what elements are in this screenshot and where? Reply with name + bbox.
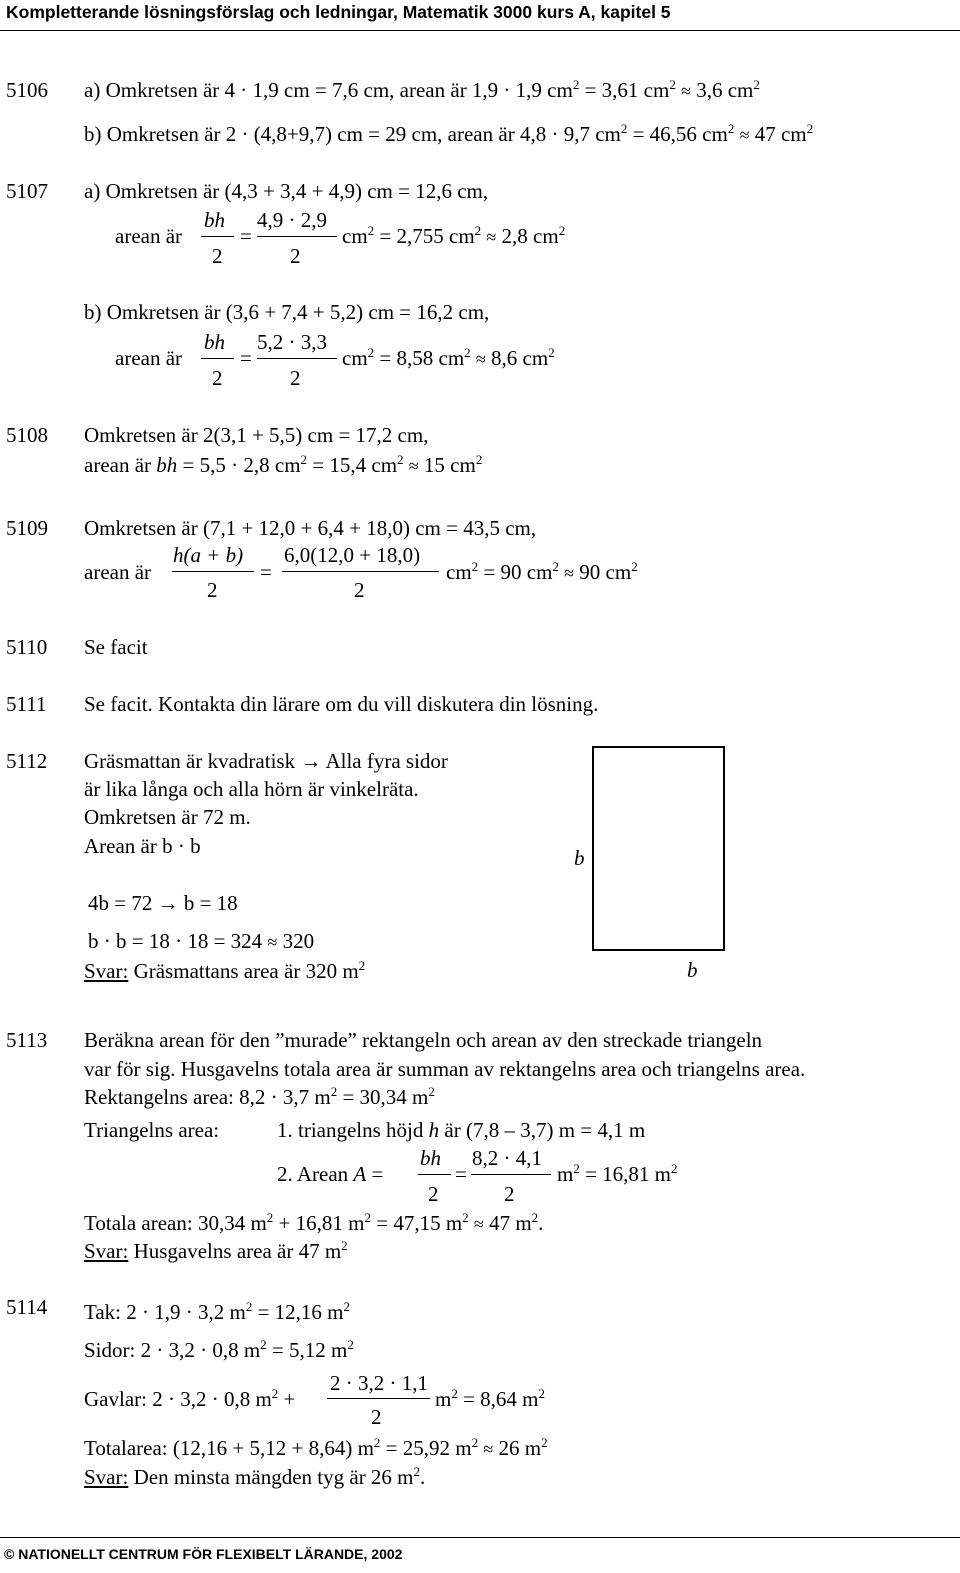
p5107-line-a: a) Omkretsen är (4,3 + 3,4 + 4,9) cm = 12,6 cm, (84, 179, 489, 203)
fraction-denominator: 2 (371, 1405, 382, 1429)
fraction-numerator: h(a + b) (173, 543, 244, 567)
p5112-line-4: Arean är b · b (84, 834, 201, 858)
p5112-answer: Svar: Gräsmattans area är 320 $m^2$ (84, 958, 366, 983)
fraction-line (471, 1174, 551, 1175)
p5106-line-b: b) Omkretsen är 2 · (4,8+9,7) cm = 29 cm, arean är 4,8 · 9,7 $cm^2 = 46,56$ $cm^2 \approx 47$ $cm^2$ (84, 121, 814, 146)
p5113-line-1: Beräkna arean för den ”murade” rektangeln och arean av den streckade triangeln (84, 1028, 763, 1052)
approx-sign: ≈ (473, 1214, 484, 1234)
p5110-text: Se facit (84, 635, 148, 659)
area-label: arean är (84, 560, 152, 584)
fraction-denominator: 2 (504, 1182, 515, 1206)
p5109-line-1: Omkretsen är (7,1 + 12,0 + 6,4 + 18,0) cm = 43,5 cm, (84, 516, 537, 540)
p5112-line-3: Omkretsen är 72 m. (84, 805, 251, 829)
p5113-tri-label: Triangelns area: (84, 1118, 220, 1142)
p5107-line-b: b) Omkretsen är (3,6 + 7,4 + 5,2) cm = 16,2 cm, (84, 300, 490, 324)
p5113-line-2: var för sig. Husgavelns totala area är summan av rektangelns area och triangelns area. (84, 1057, 806, 1081)
problem-number: 5106 (6, 78, 48, 102)
fraction-numerator: bh (204, 330, 225, 354)
p5107-a-result: $cm^2 = 2,755$ $cm^2 \approx 2,8$ $cm^2$ (342, 223, 566, 248)
area-label: arean är (115, 346, 183, 370)
fraction-line (201, 358, 234, 359)
arrow-icon: → (300, 749, 322, 773)
approx-sign: ≈ (267, 932, 278, 952)
equals-sign: = (260, 560, 272, 584)
equals-sign: = (240, 346, 252, 370)
approx-sign: ≈ (483, 1439, 494, 1459)
problem-number: 5108 (6, 423, 48, 447)
p5114-total: Totalarea: (12,16 + 5,12 + 8,64) $m^2 = 25,92$ $m^2 \approx 26$ $m^2$ (84, 1435, 548, 1460)
p5108-line-2: arean är bh = 5,5 · 2,8 $cm^2 = 15,4$ $cm^2 \approx 15$ $cm^2$ (84, 452, 483, 477)
equals-sign: = (455, 1162, 467, 1186)
fraction-denominator: 2 (207, 578, 218, 602)
area-label: arean är (115, 224, 183, 248)
fraction-line (257, 358, 337, 359)
p5106-line-a: a) Omkretsen är 4 · 1,9 cm = 7,6 cm, arean är 1,9 · 1,9 $cm^2 = 3,61$ $cm^2 \approx 3,6$ $cm^2$ (84, 77, 760, 102)
p5112-line-1: Gräsmattan är kvadratisk → Alla fyra sidor (84, 749, 448, 773)
fraction-line (418, 1174, 451, 1175)
approx-sign: ≈ (564, 563, 575, 583)
fraction-numerator: bh (420, 1146, 441, 1170)
problem-number: 5110 (6, 635, 48, 659)
fraction-denominator: 2 (290, 366, 301, 390)
p5112-eq-1: 4b = 72 → b = 18 (88, 891, 238, 915)
header-rule (0, 30, 960, 31)
p5114-tak: Tak: 2 · 1,9 · 3,2 $m^2 = 12,16$ $m^2$ (84, 1299, 351, 1324)
footer-rule (0, 1537, 960, 1538)
problem-number: 5107 (6, 179, 48, 203)
p5113-answer: Svar: Husgavelns area är 47 $m^2$ (84, 1238, 348, 1263)
p5113-tri-2-result: $m^2 = 16,81$ $m^2$ (557, 1161, 678, 1186)
fraction-line (327, 1398, 430, 1399)
fraction-line (257, 236, 337, 237)
fraction-denominator: 2 (354, 578, 365, 602)
square-lawn-figure (592, 746, 725, 951)
fraction-denominator: 2 (212, 366, 223, 390)
problem-number: 5109 (6, 516, 48, 540)
equals-sign: = (240, 224, 252, 248)
arrow-icon: → (157, 891, 179, 915)
p5107-b-result: $cm^2 = 8,58$ $cm^2 \approx 8,6$ $cm^2$ (342, 345, 555, 370)
page-header: Kompletterande lösningsförslag och ledningar, Matematik 3000 kurs A, kapitel 5 (6, 2, 671, 22)
page-footer: © NATIONELLT CENTRUM FÖR FLEXIBELT LÄRANDE, 2002 (4, 1546, 403, 1562)
problem-number: 5112 (6, 749, 48, 773)
fraction-denominator: 2 (428, 1182, 439, 1206)
p5111-text: Se facit. Kontakta din lärare om du vill diskutera din lösning. (84, 692, 599, 716)
fraction-line (172, 571, 254, 572)
problem-number: 5113 (6, 1028, 48, 1052)
p5114-answer: Svar: Den minsta mängden tyg är 26 $m^2$. (84, 1464, 426, 1489)
fraction-numerator: bh (204, 208, 225, 232)
p5113-tri-2-label: 2. Arean A = (277, 1162, 384, 1186)
fraction-denominator: 2 (290, 244, 301, 268)
problem-number: 5114 (6, 1295, 48, 1319)
approx-sign: ≈ (681, 81, 691, 101)
p5112-line-2: är lika långa och alla hörn är vinkelräta. (84, 777, 419, 801)
p5113-rect: Rektangelns area: 8,2 · 3,7 $m^2 = 30,34$ $m^2$ (84, 1084, 435, 1109)
approx-sign: ≈ (486, 227, 497, 247)
approx-sign: ≈ (475, 349, 486, 369)
p5113-total: Totala arean: 30,34 $m^2 + 16,81$ $m^2 = 47,15$ $m^2 \approx 47$ $m^2$. (84, 1210, 544, 1235)
side-label-b: b (574, 846, 585, 870)
fraction-line (282, 571, 439, 572)
approx-sign: ≈ (408, 456, 419, 476)
p5114-gavlar: Gavlar: 2 · 3,2 · 0,8 $m^2$ + (84, 1386, 296, 1411)
p5114-sidor: Sidor: 2 · 3,2 · 0,8 $m^2 = 5,12$ $m^2$ (84, 1337, 354, 1362)
p5112-eq-2: b · b = 18 · 18 = 324 ≈ 320 (88, 929, 315, 953)
fraction-numerator: 2 · 3,2 · 1,1 (330, 1371, 428, 1395)
p5108-line-1: Omkretsen är 2(3,1 + 5,5) cm = 17,2 cm, (84, 423, 429, 447)
fraction-numerator: 8,2 · 4,1 (472, 1146, 542, 1170)
problem-number: 5111 (6, 692, 47, 716)
fraction-denominator: 2 (212, 244, 223, 268)
side-label-b: b (687, 958, 698, 982)
fraction-line (201, 236, 234, 237)
p5114-gavlar-result: $m^2 = 8,64$ $m^2$ (435, 1386, 546, 1411)
approx-sign: ≈ (739, 125, 750, 145)
p5113-tri-1: 1. triangelns höjd h är (7,8 – 3,7) m = 4,1 m (277, 1118, 646, 1142)
fraction-numerator: 5,2 · 3,3 (257, 330, 327, 354)
p5109-result: $cm^2 = 90$ $cm^2 \approx 90$ $cm^2$ (446, 559, 638, 584)
fraction-numerator: 4,9 · 2,9 (257, 208, 327, 232)
fraction-numerator: 6,0(12,0 + 18,0) (284, 543, 421, 567)
